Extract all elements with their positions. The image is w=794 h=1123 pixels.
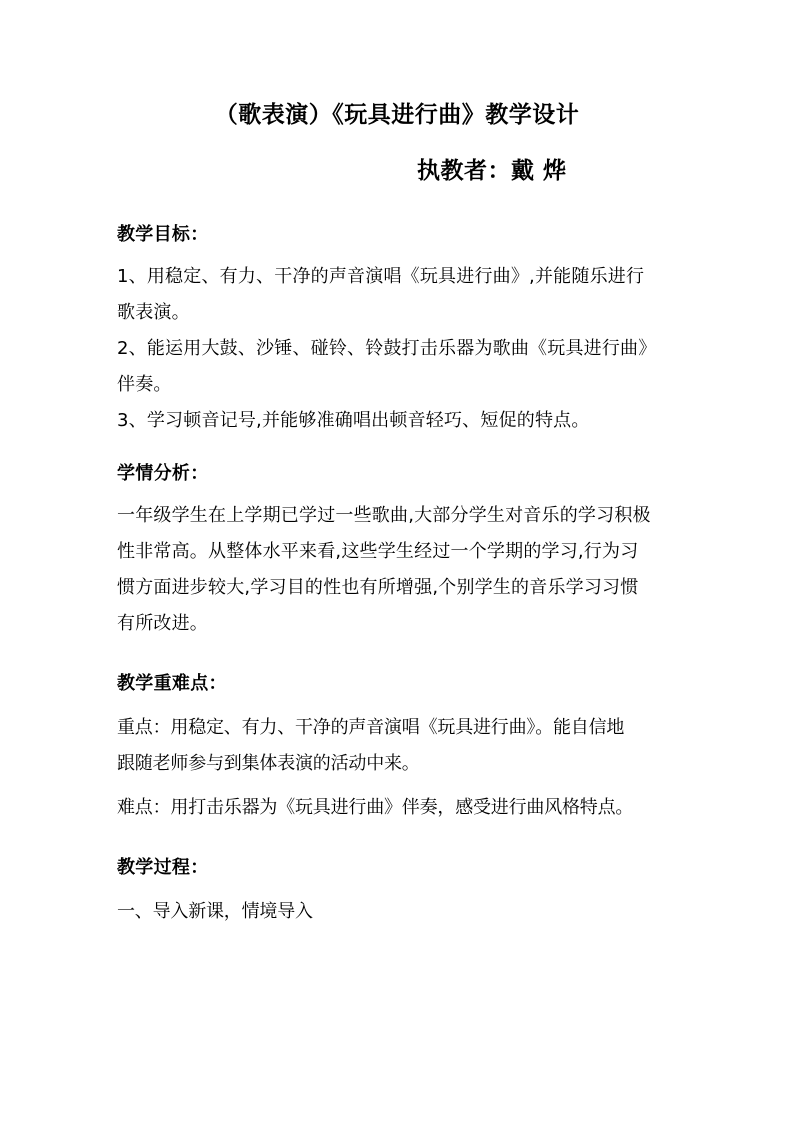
- objective-line: 歌表演。: [117, 302, 190, 324]
- spacer: [117, 693, 677, 719]
- analysis-line: 有所改进。: [117, 613, 208, 635]
- spacer: [117, 633, 677, 675]
- key-point-line: 跟随老师参与到集体表演的活动中来。: [117, 753, 420, 775]
- objective-line: 伴奏。: [117, 374, 172, 396]
- spacer: [117, 877, 677, 903]
- analysis-line: 性非常高。从整体水平来看,这些学生经过一个学期的学习,行为习: [117, 541, 639, 563]
- difficult-point-line: 难点：用打击乐器为《玩具进行曲》伴奏，感受进行曲风格特点。: [117, 797, 634, 819]
- objective-line: 3、学习顿音记号,并能够准确唱出顿音轻巧、短促的特点。: [117, 410, 590, 432]
- spacer: [117, 430, 677, 465]
- spacer: [117, 244, 677, 268]
- spacer: [117, 483, 677, 507]
- objective-line: 2、能运用大鼓、沙锤、碰铃、铃鼓打击乐器为歌曲《玩具进行曲》: [117, 338, 657, 360]
- instructor-byline: 执教者：戴 烨: [417, 158, 567, 185]
- spacer: [117, 187, 677, 226]
- process-step-line: 一、导入新课，情境导入: [117, 901, 313, 923]
- analysis-line: 一年级学生在上学期已学过一些歌曲,大部分学生对音乐的学习积极: [117, 505, 651, 527]
- section-heading-objectives: 教学目标：: [117, 224, 209, 246]
- spacer: [117, 286, 677, 304]
- spacer: [117, 773, 677, 799]
- spacer: [117, 817, 677, 859]
- document-content: [117, 0, 677, 921]
- page-title: （歌表演）《玩具进行曲》教学设计: [214, 102, 580, 128]
- key-point-line: 重点：用稳定、有力、干净的声音演唱《玩具进行曲》。能自信地: [117, 717, 625, 739]
- section-heading-student-analysis: 学情分析：: [117, 463, 209, 485]
- section-heading-teaching-process: 教学过程：: [117, 857, 209, 879]
- analysis-line: 惯方面进步较大,学习目的性也有所增强,个别学生的音乐学习习惯: [117, 577, 639, 599]
- section-heading-key-difficulties: 教学重难点：: [117, 673, 227, 695]
- spacer: [117, 358, 677, 376]
- objective-line: 1、用稳定、有力、干净的声音演唱《玩具进行曲》,并能随乐进行: [117, 266, 645, 288]
